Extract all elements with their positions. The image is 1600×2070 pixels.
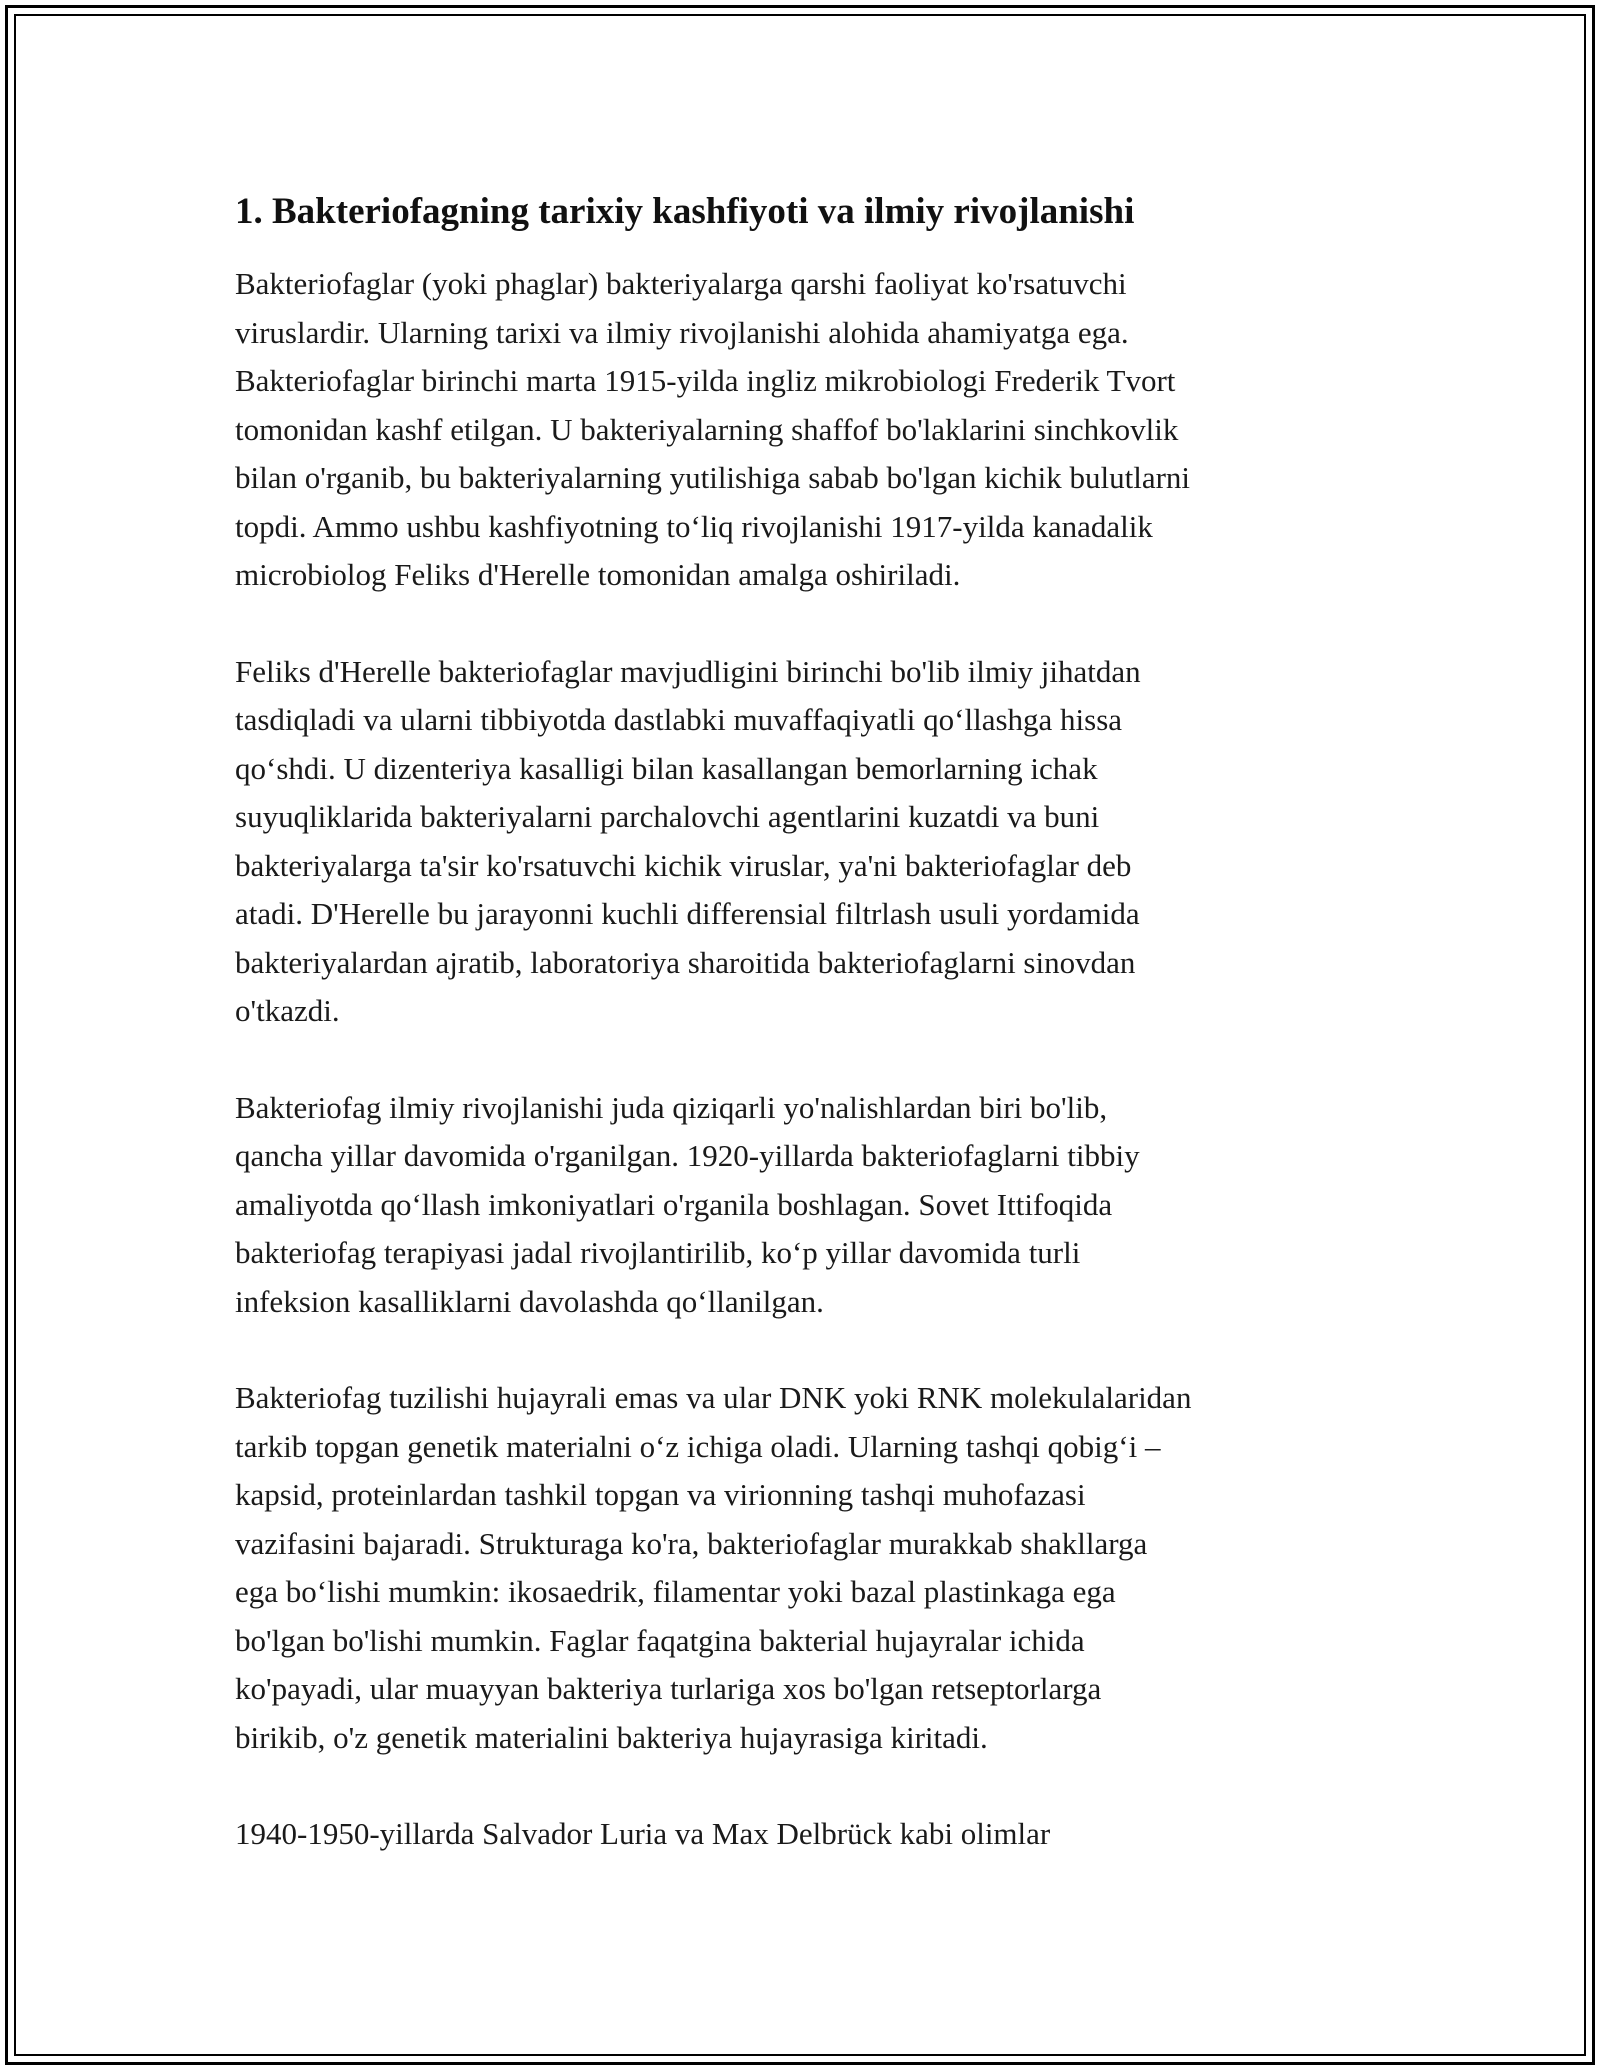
- text-line: Feliks d'Herelle bakteriofaglar mavjudligini birinchi bo'lib ilmiy jihatdan: [235, 653, 1141, 689]
- text-line: Bakteriofaglar birinchi marta 1915-yilda ingliz mikrobiologi Frederik Tvort: [235, 363, 1176, 398]
- text-line: bakteriyalarga ta'sir ko'rsatuvchi kichik viruslar, ya'ni bakteriofaglar deb: [235, 847, 1132, 883]
- document-body: [235, 190, 1375, 1907]
- text-line: tarkib topgan genetik materialni o‘z ichiga oladi. Ularning tashqi qobig‘i –: [235, 1428, 1161, 1464]
- text-line: vazifasini bajaradi. Strukturaga ko'ra, bakteriofaglar murakkab shakllarga: [235, 1525, 1148, 1561]
- section-heading: 1. Bakteriofagning tarixiy kashfiyoti va ilmiy rivojlanishi: [235, 191, 1135, 232]
- text-line: 1940-1950-yillarda Salvador Luria va Max Delbrück kabi olimlar: [235, 1816, 1051, 1851]
- paragraph: [235, 648, 1375, 1036]
- text-line: microbiolog Feliks d'Herelle tomonidan amalga oshiriladi.: [235, 557, 961, 592]
- text-line: bakteriofag terapiyasi jadal rivojlantirilib, ko‘p yillar davomida turli: [235, 1235, 1081, 1270]
- text-line: ega bo‘lishi mumkin: ikosaedrik, filamentar yoki bazal plastinkaga ega: [235, 1574, 1116, 1609]
- text-line: qancha yillar davomida o'rganilgan. 1920-yillarda bakteriofaglarni tibbiy: [235, 1138, 1140, 1173]
- text-line: Bakteriofag ilmiy rivojlanishi juda qiziqarli yo'nalishlardan biri bo'lib,: [235, 1089, 1108, 1125]
- text-line: bakteriyalardan ajratib, laboratoriya sharoitida bakteriofaglarni sinovdan: [235, 944, 1136, 980]
- text-line: viruslardir. Ularning tarixi va ilmiy rivojlanishi alohida ahamiyatga ega.: [235, 314, 1129, 350]
- text-line: suyuqliklarida bakteriyalarni parchalovchi agentlarini kuzatdi va buni: [235, 799, 1100, 834]
- paragraph: [235, 1084, 1375, 1327]
- text-line: bo'lgan bo'lishi mumkin. Faglar faqatgina bakterial hujayralar ichida: [235, 1622, 1085, 1658]
- paragraph: [235, 1374, 1375, 1762]
- text-line: o'tkazdi.: [235, 993, 340, 1028]
- text-line: tomonidan kashf etilgan. U bakteriyalarning shaffof bo'laklarini sinchkovlik: [235, 411, 1179, 447]
- text-line: kapsid, proteinlardan tashkil topgan va virionning tashqi muhofazasi: [235, 1477, 1086, 1512]
- text-line: tasdiqladi va ularni tibbiyotda dastlabki muvaffaqiyatli qo‘llashga hissa: [235, 702, 1123, 737]
- text-line: qo‘shdi. U dizenteriya kasalligi bilan kasallangan bemorlarning ichak: [235, 750, 1098, 786]
- paragraph: [235, 1810, 1375, 1859]
- text-line: Bakteriofag tuzilishi hujayrali emas va ular DNK yoki RNK molekulalaridan: [235, 1380, 1192, 1415]
- text-line: ko'payadi, ular muayyan bakteriya turlariga xos bo'lgan retseptorlarga: [235, 1671, 1102, 1706]
- text-line: amaliyotda qo‘llash imkoniyatlari o'rganila boshlagan. Sovet Ittifoqida: [235, 1186, 1113, 1222]
- text-line: infeksion kasalliklarni davolashda qo‘llanilgan.: [235, 1283, 824, 1319]
- text-line: bilan o'rganib, bu bakteriyalarning yutilishiga sabab bo'lgan kichik bulutlarni: [235, 460, 1191, 495]
- text-line: topdi. Ammo ushbu kashfiyotning to‘liq rivojlanishi 1917-yilda kanadalik: [235, 508, 1153, 544]
- text-line: birikib, o'z genetik materialini bakteriya hujayrasiga kiritadi.: [235, 1719, 988, 1755]
- text-line: atadi. D'Herelle bu jarayonni kuchli differensial filtrlash usuli yordamida: [235, 896, 1140, 931]
- text-line: Bakteriofaglar (yoki phaglar) bakteriyalarga qarshi faoliyat ko'rsatuvchi: [235, 266, 1127, 301]
- paragraph: [235, 260, 1375, 600]
